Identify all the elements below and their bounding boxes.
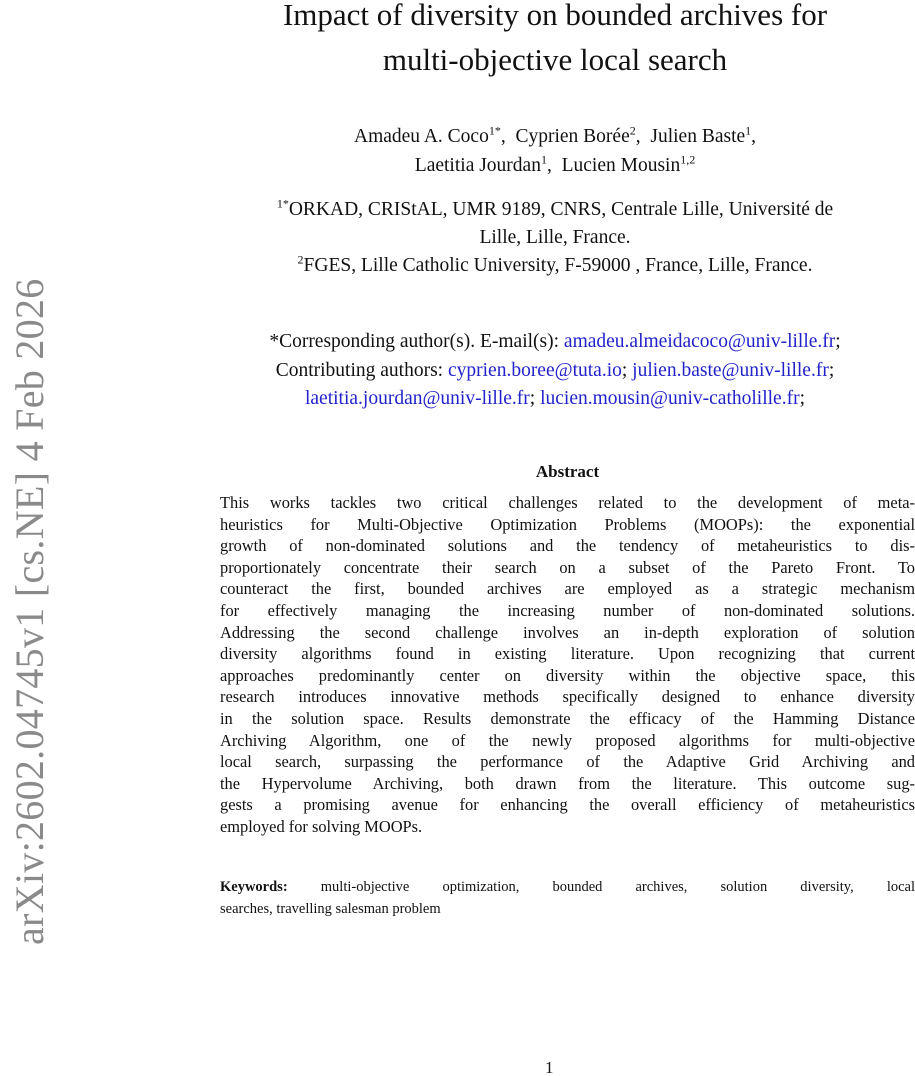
author-sup: 1* <box>488 123 501 138</box>
abstract-line: Addressing the second challenge involves an in-depth exploration of solution <box>220 622 915 642</box>
title-line: Impact of diversity on bounded archives for <box>282 0 828 32</box>
abstract-body <box>220 492 915 838</box>
abstract-line: research introduces innovative methods specifically designed to enhance diversity <box>220 687 915 707</box>
title-line: multi-objective local search <box>382 42 728 77</box>
author: Julien Baste <box>650 126 746 147</box>
emails: *Corresponding author(s). E-mail(s): amadeu.almeidacoco@univ-lille.fr; Contributing authors: cyprien.boree@tuta.io; julien.baste@univ-lille.fr; laetitia.jourdan@univ-lille.fr; lucien.mousin@univ-catholille.fr; <box>269 331 841 409</box>
abstract-line: in the solution space. Results demonstrate the efficacy of the Hamming Distance <box>220 708 915 728</box>
abstract-line: the Hypervolume Archiving, both drawn from the literature. This outcome sug- <box>220 773 915 793</box>
abstract-line: local search, surpassing the performance of the Adaptive Grid Archiving and <box>220 752 915 772</box>
email-link[interactable]: julien.baste@univ-lille.fr <box>632 359 829 381</box>
abstract-heading: Abstract <box>535 462 600 481</box>
abstract-line: heuristics for Multi-Objective Optimization Problems (MOOPs): the exponential <box>220 514 915 534</box>
affiliation: FGES, Lille Catholic University, F-59000 , France, Lille, France. <box>303 255 813 276</box>
abstract-line: This works tackles two critical challenges related to the development of meta- <box>220 493 915 512</box>
abstract-line: proportionately concentrate their search on a subset of the Pareto Front. To <box>220 557 915 577</box>
author-sup: 2 <box>629 123 636 138</box>
author: Laetitia Jourdan <box>414 155 541 176</box>
corresponding-label: *Corresponding author(s). E-mail(s): <box>269 331 560 352</box>
abstract-line: Archiving Algorithm, one of the newly proposed algorithms for multi-objective <box>220 730 915 750</box>
affiliation-sup: 1* <box>276 196 289 211</box>
abstract-line: for effectively managing the increasing number of non-dominated solutions. <box>220 600 915 620</box>
arxiv-stamp: arXiv:2602.04745v1 [cs.NE] 4 Feb 2026 <box>7 278 52 945</box>
email-link[interactable]: lucien.mousin@univ-catholille.fr <box>540 388 800 409</box>
affiliation-sup: 2 <box>297 252 304 267</box>
abstract-line: employed for solving MOOPs. <box>220 816 423 836</box>
abstract-line: diversity algorithms found in existing literature. Upon recognizing that current <box>220 644 915 664</box>
abstract-line: growth of non-dominated solutions and the tendency of metaheuristics to dis- <box>220 536 915 556</box>
author-sup: 1 <box>745 123 752 138</box>
author: Cyprien Borée <box>515 126 630 147</box>
keywords-label: Keywords: <box>220 879 288 895</box>
paper-title <box>190 0 915 82</box>
keywords-text: multi-objective optimization, bounded archives, solution diversity, local <box>320 879 915 895</box>
affiliation: ORKAD, CRIStAL, UMR 9189, CNRS, Centrale Lille, Université de <box>288 199 834 220</box>
author-sup: 1 <box>540 152 547 167</box>
author: Amadeu A. Coco <box>353 126 489 147</box>
authors: Amadeu A. Coco$^{1*}$, Cyprien Borée$^2$, Julien Baste$^1$, Laetitia Jourdan$^1$, Lucien Mousin$^{1,2}$ <box>353 123 757 176</box>
abstract-line: approaches predominantly center on diversity within the objective space, this <box>220 665 915 685</box>
affiliation: Lille, Lille, France. <box>479 227 631 248</box>
author-sup: 1,2 <box>680 152 696 167</box>
abstract-line: gests a promising avenue for enhancing the overall efficiency of metaheuristics <box>220 795 915 815</box>
keywords-text: searches, travelling salesman problem <box>220 900 441 917</box>
email-link[interactable]: cyprien.boree@tuta.io <box>447 359 622 381</box>
page-number: 1 <box>545 1058 554 1076</box>
abstract-line: counteract the first, bounded archives are employed as a strategic mechanism <box>220 579 915 599</box>
email-link[interactable]: laetitia.jourdan@univ-lille.fr <box>304 388 530 409</box>
contributing-label: Contributing authors: <box>275 359 444 381</box>
keywords <box>220 877 915 920</box>
email-link[interactable]: amadeu.almeidacoco@univ-lille.fr <box>563 331 836 352</box>
affiliations <box>190 196 915 280</box>
author: Lucien Mousin <box>561 155 681 176</box>
